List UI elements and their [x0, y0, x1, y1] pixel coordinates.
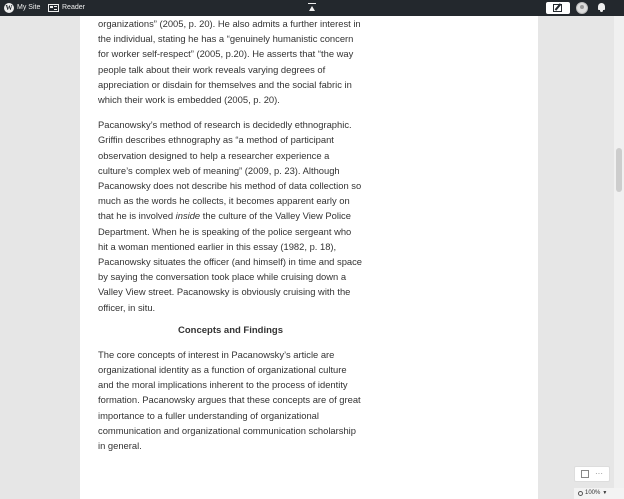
- section-heading: Concepts and Findings: [177, 324, 284, 336]
- floating-edit-widget[interactable]: [574, 466, 610, 482]
- paragraph-3: The core concepts of interest in Pacanowsky’s article are organizational identity as a function of organizational culture and the moral implications inherent to the process of identity formation. Pacanowsky argues that these concepts are of great importance to a fuller understanding of organizational communication and organizational communication scholarship in general.: [98, 348, 361, 452]
- reader-label: Reader: [62, 4, 85, 11]
- write-icon: [553, 4, 562, 12]
- article-page: [80, 16, 538, 499]
- reader-link[interactable]: [48, 0, 85, 16]
- paragraph-2-emphasis: inside: [175, 210, 201, 222]
- paragraph-2-part-a: Pacanowsky’s method of research is decidedly ethnographic. Griffin describes ethnography as “a method of participant observation designed to help a researcher experience a culture’s complex web of meaning” (2009, p. 23). Although Pacanowsky does not describe his method of data collection so much as the words he collects, it becomes apparent early on that he is involved: [98, 119, 362, 222]
- article-content: [98, 16, 363, 463]
- reader-icon: [48, 4, 59, 12]
- zoom-icon: [578, 491, 583, 496]
- scrollbar-track[interactable]: [614, 16, 624, 499]
- paragraph-2-part-b: the culture of the Valley View Police Department. When he is speaking of the police sergeant who hit a woman mentioned earlier in this essay (1982, p. 18), Pacanowsky situates the officer (and himself) in time and space by saying the conversation took place while cruising down a Valley View street. Pacanowsky is obviously cruising with the officer, in situ.: [98, 210, 363, 313]
- edit-icon: [581, 470, 589, 478]
- zoom-level[interactable]: 100%: [585, 490, 601, 496]
- status-bar: [574, 488, 624, 499]
- avatar[interactable]: [576, 2, 588, 14]
- admin-bar: [0, 0, 624, 16]
- write-button[interactable]: [546, 2, 570, 14]
- my-site-label: My Site: [17, 4, 41, 11]
- more-icon: ···: [595, 469, 603, 478]
- bell-icon[interactable]: [597, 3, 607, 13]
- chevron-down-icon[interactable]: ▼: [602, 490, 608, 496]
- paragraph-1: organizations” (2005, p. 20). He also admits a further interest in the individual, stating he has a “genuinely humanistic concern for worker self-respect” (2005, p.20). He asserts that “the way people talk about their work reveals varying degrees of appreciation or disdain for themselves and the social fabric in which their work is embedded (2005, p. 20).: [98, 18, 361, 106]
- scrollbar-thumb[interactable]: [616, 148, 622, 192]
- paragraph-2: [98, 117, 363, 315]
- my-site-link[interactable]: [4, 0, 40, 16]
- scroll-to-top-icon[interactable]: [308, 3, 316, 12]
- wordpress-icon: W: [5, 4, 13, 12]
